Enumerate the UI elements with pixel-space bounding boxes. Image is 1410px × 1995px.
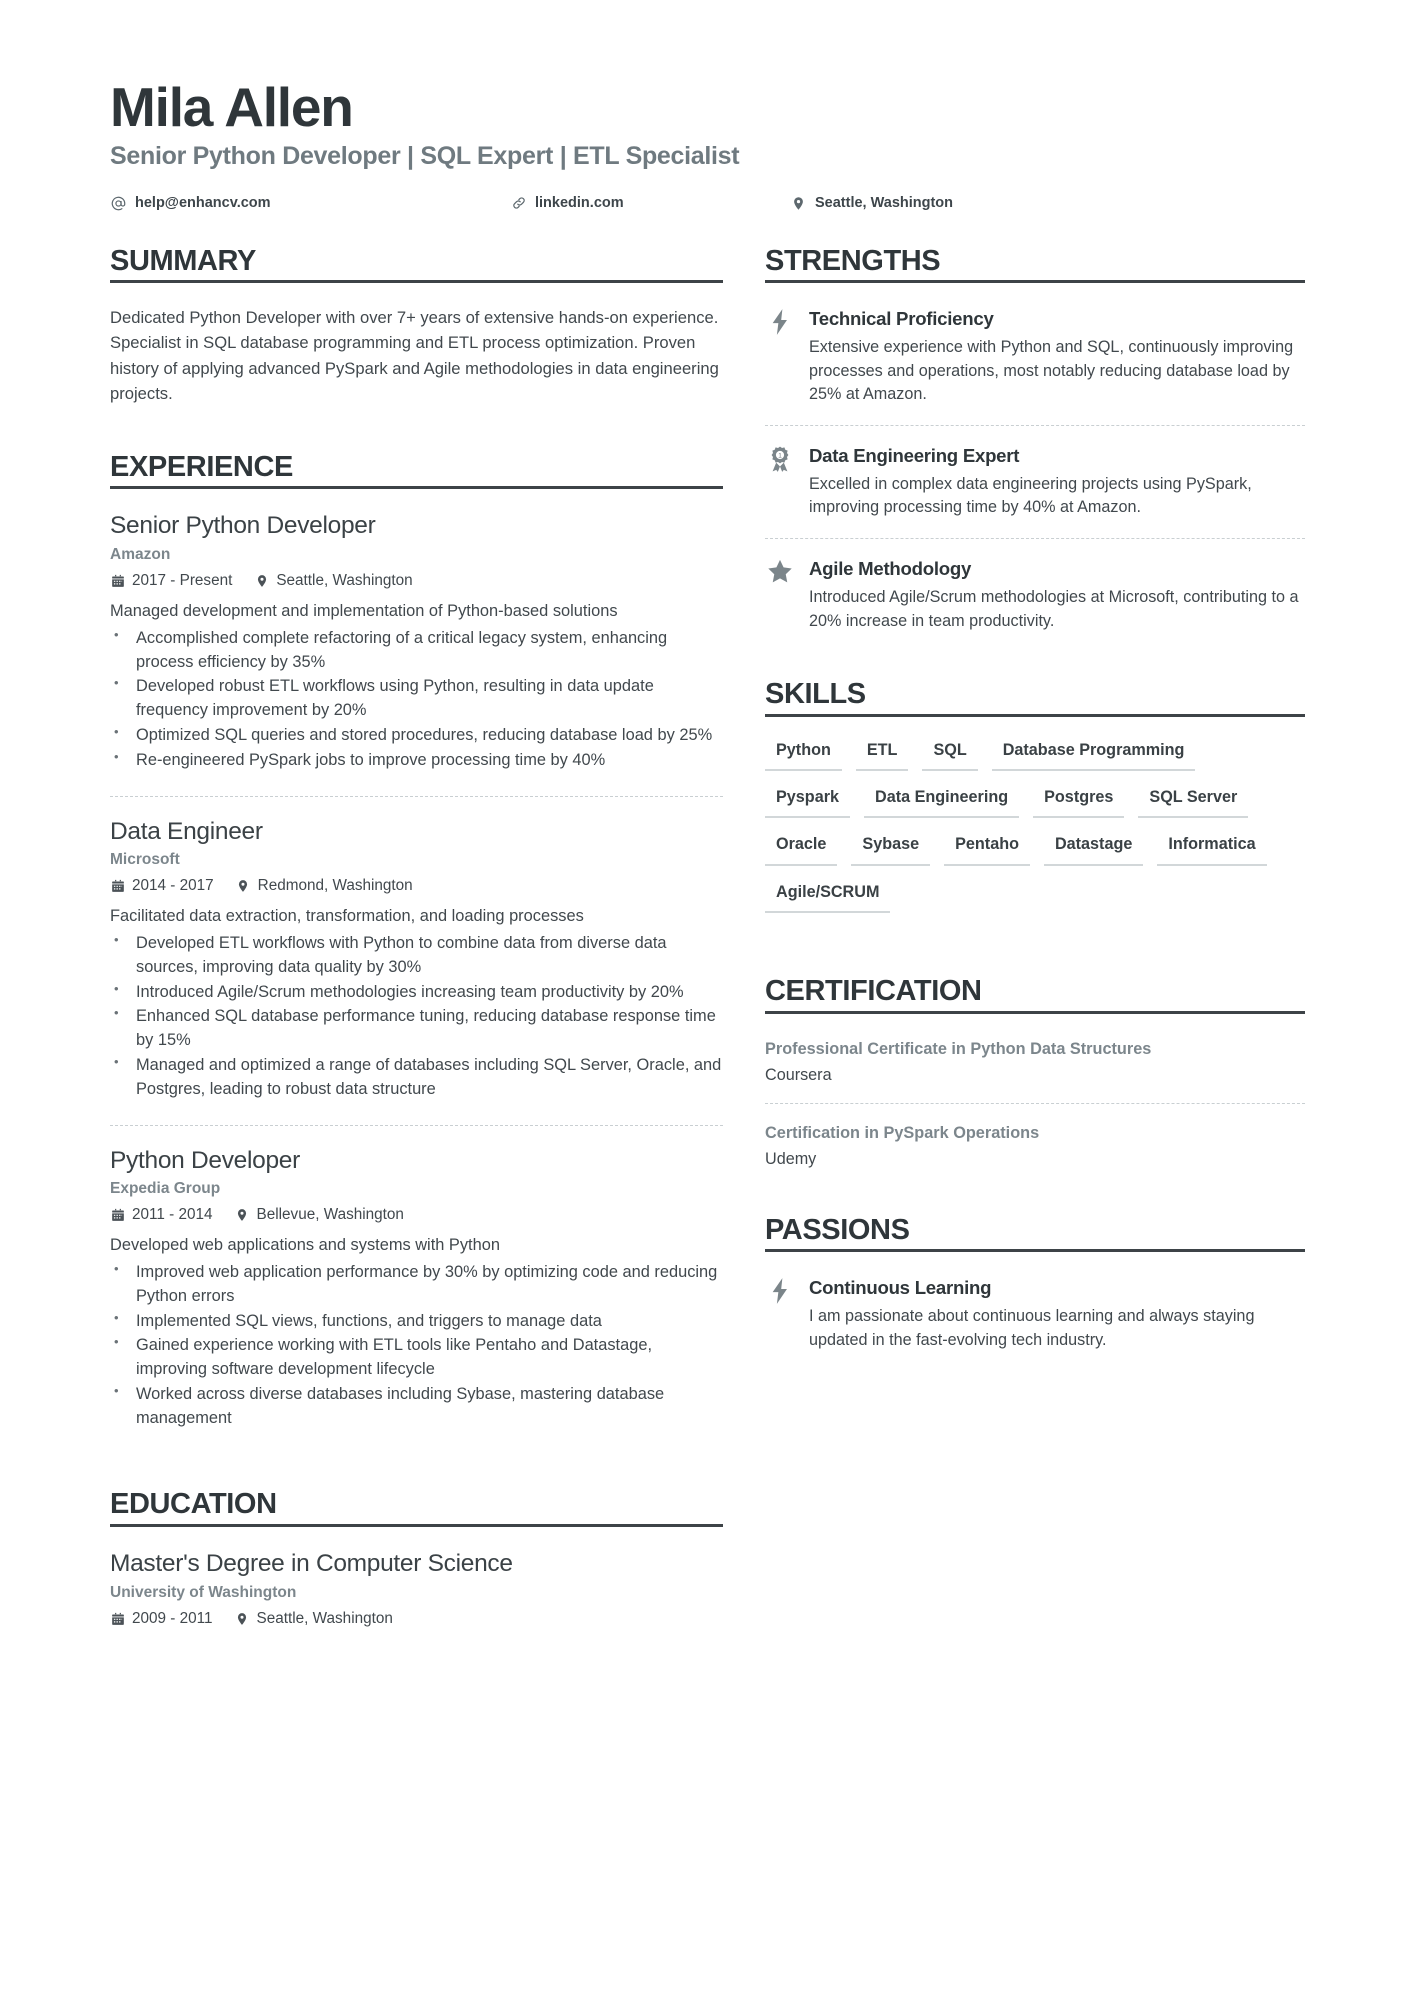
section-title-certification: CERTIFICATION xyxy=(765,975,982,1008)
education-school: University of Washington xyxy=(110,1583,297,1601)
certification-name: Certification in PySpark Operations xyxy=(765,1123,1040,1142)
skill-tag: SQL Server xyxy=(1138,788,1248,818)
left-column xyxy=(110,246,765,1636)
strength-item xyxy=(765,444,1305,520)
skill-tag: Pyspark xyxy=(765,788,850,818)
strength-description: Extensive experience with Python and SQL, continuously improving processes and operations, most notably reducing database load by 25% at Amazon. xyxy=(809,338,1294,404)
section-divider xyxy=(765,280,1305,283)
experience-lead: Developed web applications and systems with Python xyxy=(110,1236,500,1255)
skill-tag: Sybase xyxy=(851,835,930,865)
experience-company: Microsoft xyxy=(110,851,180,869)
calendar-icon xyxy=(110,1611,125,1626)
section-title-strengths: STRENGTHS xyxy=(765,244,941,277)
right-column xyxy=(765,246,1305,1636)
link-icon xyxy=(510,195,527,212)
section-title-education: EDUCATION xyxy=(110,1488,277,1521)
at-icon xyxy=(110,195,127,212)
resume-body xyxy=(110,246,1305,1636)
experience-dates-text: 2014 - 2017 xyxy=(132,877,214,895)
strength-description: Excelled in complex data engineering projects using PySpark, improving processing time by 40% at Amazon. xyxy=(809,475,1252,517)
calendar-icon xyxy=(110,574,125,589)
passion-title: Continuous Learning xyxy=(809,1277,992,1299)
strength-title: Data Engineering Expert xyxy=(809,444,1020,466)
contact-item-email[interactable] xyxy=(110,195,510,212)
location-pin-icon xyxy=(236,879,251,894)
entry-divider xyxy=(110,796,723,797)
experience-location xyxy=(254,572,412,590)
item-divider xyxy=(765,1103,1305,1104)
experience-entry xyxy=(110,511,723,777)
experience-role: Python Developer xyxy=(110,1146,300,1174)
strength-description: Introduced Agile/Scrum methodologies at Microsoft, contributing to a 20% increase in team productivity. xyxy=(809,588,1299,630)
list-item: • Developed ETL workflows with Python to combine data from diverse data sources, improving data quality by 30% xyxy=(110,932,723,980)
skill-tag: Postgres xyxy=(1033,788,1124,818)
location-pin-icon xyxy=(254,574,269,589)
section-title-experience: EXPERIENCE xyxy=(110,450,293,483)
section-education xyxy=(110,1489,723,1631)
experience-lead: Managed development and implementation of Python-based solutions xyxy=(110,602,618,621)
skill-tag: Datastage xyxy=(1044,835,1143,865)
experience-entry xyxy=(110,817,723,1107)
list-item: • Enhanced SQL database performance tuning, reducing database response time by 15% xyxy=(110,1005,723,1053)
list-item: • Worked across diverse databases including Sybase, mastering database management xyxy=(110,1383,723,1431)
item-divider xyxy=(765,538,1305,539)
certification-item xyxy=(765,1122,1305,1169)
section-divider xyxy=(765,1011,1305,1014)
section-divider xyxy=(765,714,1305,717)
experience-dates-text: 2017 - Present xyxy=(132,572,233,590)
section-divider xyxy=(110,280,723,283)
experience-role: Senior Python Developer xyxy=(110,512,376,540)
section-divider xyxy=(765,1249,1305,1252)
contact-location-text: Seattle, Washington xyxy=(815,195,954,212)
experience-meta xyxy=(110,572,723,590)
list-item: • Gained experience working with ETL tools like Pentaho and Datastage, improving software development lifecycle xyxy=(110,1334,723,1382)
experience-location xyxy=(235,1206,404,1224)
strength-title: Agile Methodology xyxy=(809,557,972,579)
item-divider xyxy=(765,425,1305,426)
experience-meta xyxy=(110,877,723,895)
list-item: • Introduced Agile/Scrum methodologies increasing team productivity by 20% xyxy=(110,981,723,1005)
experience-location xyxy=(236,877,413,895)
skill-tag: SQL xyxy=(922,741,977,771)
list-item: • Managed and optimized a range of databases including SQL Server, Oracle, and Postgres, leading to robust data structure xyxy=(110,1054,723,1102)
education-location xyxy=(235,1610,393,1628)
section-certification xyxy=(765,976,1305,1168)
section-divider xyxy=(110,486,723,489)
strength-title: Technical Proficiency xyxy=(809,308,994,330)
skills-list xyxy=(765,741,1305,931)
skill-tag: Pentaho xyxy=(944,835,1030,865)
list-item: • Developed robust ETL workflows using Python, resulting in data update frequency improvement by 20% xyxy=(110,675,723,723)
skill-tag: Data Engineering xyxy=(864,788,1019,818)
experience-dates-text: 2011 - 2014 xyxy=(132,1206,213,1224)
section-title-passions: PASSIONS xyxy=(765,1213,910,1246)
certification-item xyxy=(765,1038,1305,1085)
lightning-bolt-icon xyxy=(765,307,795,407)
lightning-bolt-icon xyxy=(765,1276,795,1352)
education-degree: Master's Degree in Computer Science xyxy=(110,1549,513,1577)
passion-description: I am passionate about continuous learning and always staying updated in the fast-evolving tech industry. xyxy=(809,1307,1255,1349)
skill-tag: Oracle xyxy=(765,835,837,865)
section-title-summary: SUMMARY xyxy=(110,244,256,277)
strength-item xyxy=(765,307,1305,407)
education-dates xyxy=(110,1610,213,1628)
section-skills xyxy=(765,679,1305,930)
section-summary xyxy=(110,246,723,406)
section-strengths xyxy=(765,246,1305,634)
experience-location-text: Bellevue, Washington xyxy=(256,1206,404,1224)
experience-dates xyxy=(110,877,214,895)
contact-linkedin-text: linkedin.com xyxy=(535,195,624,212)
strength-item xyxy=(765,557,1305,633)
svg-text:1: 1 xyxy=(778,452,782,460)
list-item: • Implemented SQL views, functions, and triggers to manage data xyxy=(110,1310,723,1334)
list-item: • Re-engineered PySpark jobs to improve processing time by 40% xyxy=(110,749,723,773)
experience-bullets xyxy=(110,932,723,1101)
experience-company: Amazon xyxy=(110,546,171,564)
skill-tag: ETL xyxy=(856,741,909,771)
certification-issuer: Coursera xyxy=(765,1065,832,1084)
section-passions xyxy=(765,1215,1305,1353)
list-item: • Optimized SQL queries and stored procedures, reducing database load by 25% xyxy=(110,724,723,748)
experience-dates xyxy=(110,1206,213,1224)
summary-text: Dedicated Python Developer with over 7+ years of extensive hands-on experience. Specialist in SQL database programming and ETL process optimization. Proven history of applying advanced PySpark and Agile methodologies in data engineering projects. xyxy=(110,308,719,403)
experience-location-text: Redmond, Washington xyxy=(257,877,413,895)
section-title-skills: SKILLS xyxy=(765,678,866,711)
education-meta xyxy=(110,1610,723,1628)
contact-row xyxy=(110,195,1305,212)
contact-item-linkedin[interactable] xyxy=(510,195,790,212)
calendar-icon xyxy=(110,879,125,894)
list-item: • Accomplished complete refactoring of a critical legacy system, enhancing process efficiency by 35% xyxy=(110,627,723,675)
section-divider xyxy=(110,1524,723,1527)
location-pin-icon xyxy=(235,1208,250,1223)
passion-item xyxy=(765,1276,1305,1352)
skill-tag: Database Programming xyxy=(992,741,1196,771)
contact-email-text: help@enhancv.com xyxy=(135,195,271,212)
calendar-icon xyxy=(110,1208,125,1223)
education-dates-text: 2009 - 2011 xyxy=(132,1609,213,1627)
experience-meta xyxy=(110,1206,723,1224)
experience-bullets xyxy=(110,627,723,773)
award-ribbon-icon xyxy=(765,444,795,520)
certification-name: Professional Certificate in Python Data Structures xyxy=(765,1039,1152,1058)
experience-dates xyxy=(110,572,232,590)
education-entry xyxy=(110,1549,723,1632)
skill-tag: Python xyxy=(765,741,842,771)
star-icon xyxy=(765,557,795,633)
contact-item-location xyxy=(790,195,953,212)
experience-lead: Facilitated data extraction, transformation, and loading processes xyxy=(110,907,584,926)
resume-header xyxy=(110,78,1305,212)
professional-headline: Senior Python Developer | SQL Expert | ETL Specialist xyxy=(110,142,740,171)
skill-tag: Informatica xyxy=(1157,835,1266,865)
education-location-text: Seattle, Washington xyxy=(256,1609,393,1627)
location-pin-icon xyxy=(790,195,807,212)
experience-role: Data Engineer xyxy=(110,817,263,845)
location-pin-icon xyxy=(235,1611,250,1626)
list-item: • Improved web application performance by 30% by optimizing code and reducing Python errors xyxy=(110,1261,723,1309)
skill-tag: Agile/SCRUM xyxy=(765,883,890,913)
page-title: Mila Allen xyxy=(110,76,353,138)
experience-company: Expedia Group xyxy=(110,1180,221,1198)
experience-location-text: Seattle, Washington xyxy=(276,572,413,590)
entry-divider xyxy=(110,1125,723,1126)
experience-bullets xyxy=(110,1261,723,1430)
certification-issuer: Udemy xyxy=(765,1149,817,1168)
experience-entry xyxy=(110,1146,723,1436)
section-experience xyxy=(110,452,723,1436)
